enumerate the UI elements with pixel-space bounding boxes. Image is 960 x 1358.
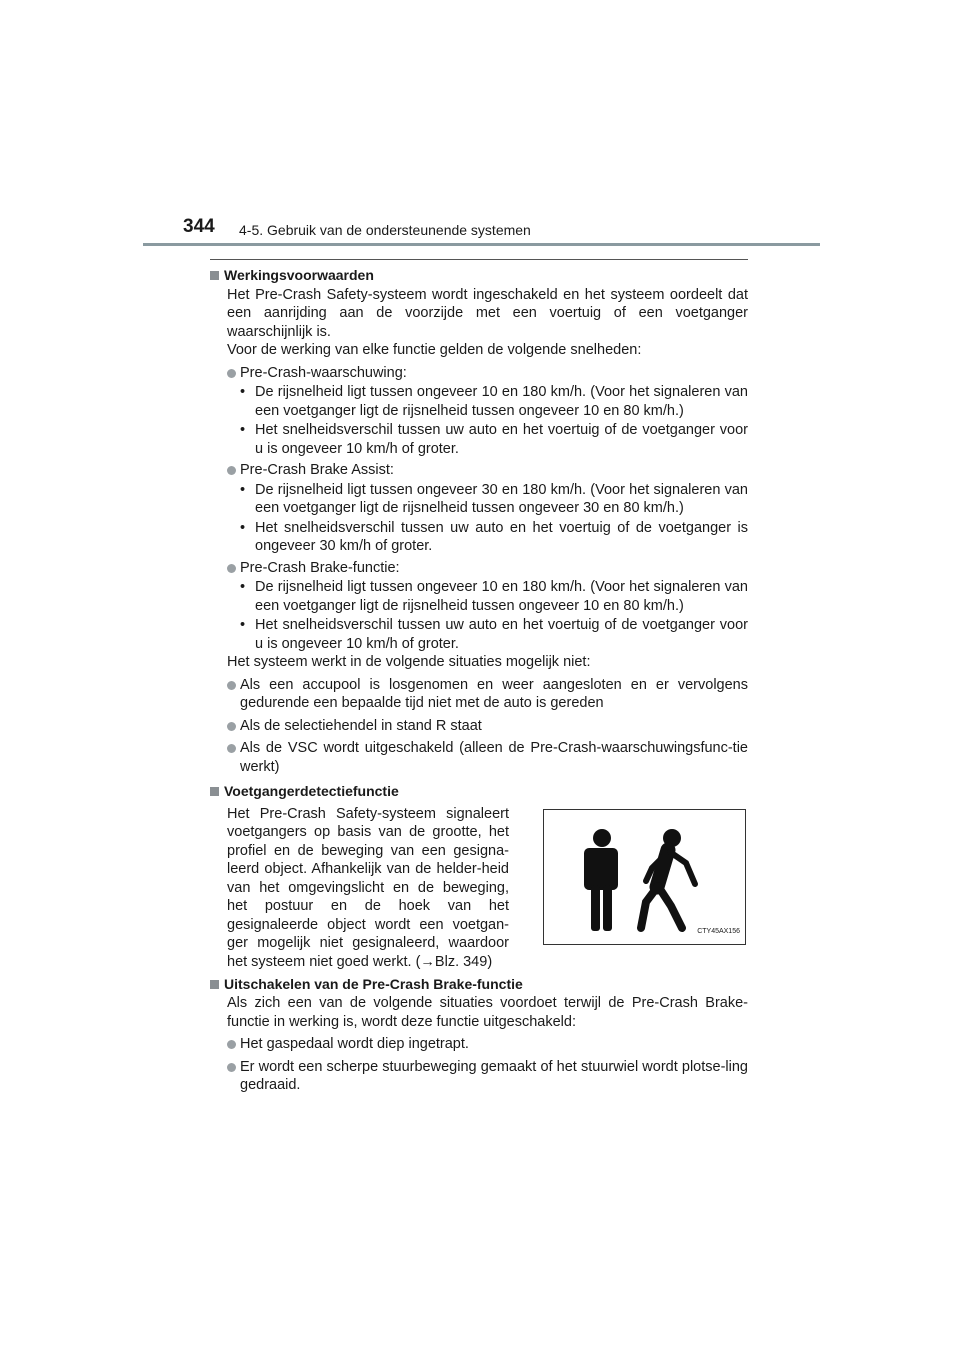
circle-bullet-icon [227,744,236,753]
list-item: Pre-Crash-waarschuwing: [227,364,748,383]
pedestrian-illustration [543,809,746,945]
circle-bullet-icon [227,1040,236,1049]
square-bullet-icon [210,271,219,280]
sub-list-item: • Het snelheidsverschil tussen uw auto en het voertuig of de voetganger is ongeveer 30 km/h of groter. [240,519,748,554]
not-working-intro: Het systeem werkt in de volgende situaties mogelijk niet: [227,654,591,670]
chapter-title: 4-5. Gebruik van de ondersteunende systemen [239,222,531,238]
pedestrian-section [227,805,748,975]
section-heading-werking: Werkingsvoorwaarden [210,266,748,285]
werking-intro-2: Voor de werking van elke functie gelden de volgende snelheden: [227,342,642,358]
section-heading-uitschakelen: Uitschakelen van de Pre-Crash Brake-functie [210,975,748,994]
square-bullet-icon [210,980,219,989]
circle-bullet-icon [227,1063,236,1072]
sub-list-item: • Het snelheidsverschil tussen uw auto en het voertuig of de voetganger voor u is ongeveer 10 km/h of groter. [240,617,748,652]
circle-bullet-icon [227,722,236,731]
circle-bullet-icon [227,564,236,573]
list-item: Als de VSC wordt uitgeschakeld (alleen de Pre-Crash-waarschuwingsfunc-tie werkt) [227,739,748,776]
section-heading-voetganger: Voetgangerdetectiefunctie [210,782,748,801]
circle-bullet-icon [227,466,236,475]
uitschakelen-intro: Als zich een van de volgende situaties voordoet terwijl de Pre-Crash Brake-functie in werking is, wordt deze functie uitgeschakeld: [227,995,748,1030]
sub-list-item: • Het snelheidsverschil tussen uw auto en het voertuig of de voetganger voor u is ongeveer 10 km/h of groter. [240,422,748,457]
list-item: Pre-Crash Brake Assist: [227,461,748,480]
sub-list-item: • De rijsnelheid ligt tussen ongeveer 10 en 180 km/h. (Voor het signaleren van een voetganger ligt de rijsnelheid tussen ongeveer 10 en 80 km/h.) [240,384,748,419]
list-item: Als een accupool is losgenomen en weer aangesloten en er vervolgens gedurende een bepaalde tijd niet met de auto is gereden [227,676,748,713]
list-item: Pre-Crash Brake-functie: [227,559,748,578]
werking-intro: Het Pre-Crash Safety-systeem wordt ingeschakeld en het systeem oordeelt dat een aanrijding aan de voorzijde met een voertuig of een voetganger waarschijnlijk is. [227,286,748,340]
list-item: Het gaspedaal wordt diep ingetrapt. [227,1035,748,1054]
pedestrian-text: Het Pre-Crash Safety-systeem signaleert voetgangers op basis van de grootte, het profiel en de beweging van een gesigna-leerd object. Afhankelijk van de helder-heid van het omgevingslicht en de beweging, het postuur en de hoek van het gesignaleerde object wordt een voetgan-ger mogelijk niet gesignaleerd, waardoor het systeem niet goed werkt. (→Blz. 349) [227,805,509,970]
page-content [210,266,748,1095]
content-divider [210,259,748,260]
list-item: Er wordt een scherpe stuurbeweging gemaakt of het stuurwiel wordt plotse-ling gedraaid. [227,1058,748,1095]
list-item: Als de selectiehendel in stand R staat [227,717,748,736]
page-number: 344 [183,216,215,237]
figure-code: CTY45AX156 [697,928,740,935]
circle-bullet-icon [227,369,236,378]
circle-bullet-icon [227,681,236,690]
sub-list-item: • De rijsnelheid ligt tussen ongeveer 30 en 180 km/h. (Voor het signaleren van een voetganger ligt de rijsnelheid tussen ongeveer 30 en 80 km/h.) [240,481,748,516]
header-divider [143,243,820,246]
sub-list-item: • De rijsnelheid ligt tussen ongeveer 10 en 180 km/h. (Voor het signaleren van een voetganger ligt de rijsnelheid tussen ongeveer 10 en 80 km/h.) [240,579,748,614]
square-bullet-icon [210,787,219,796]
